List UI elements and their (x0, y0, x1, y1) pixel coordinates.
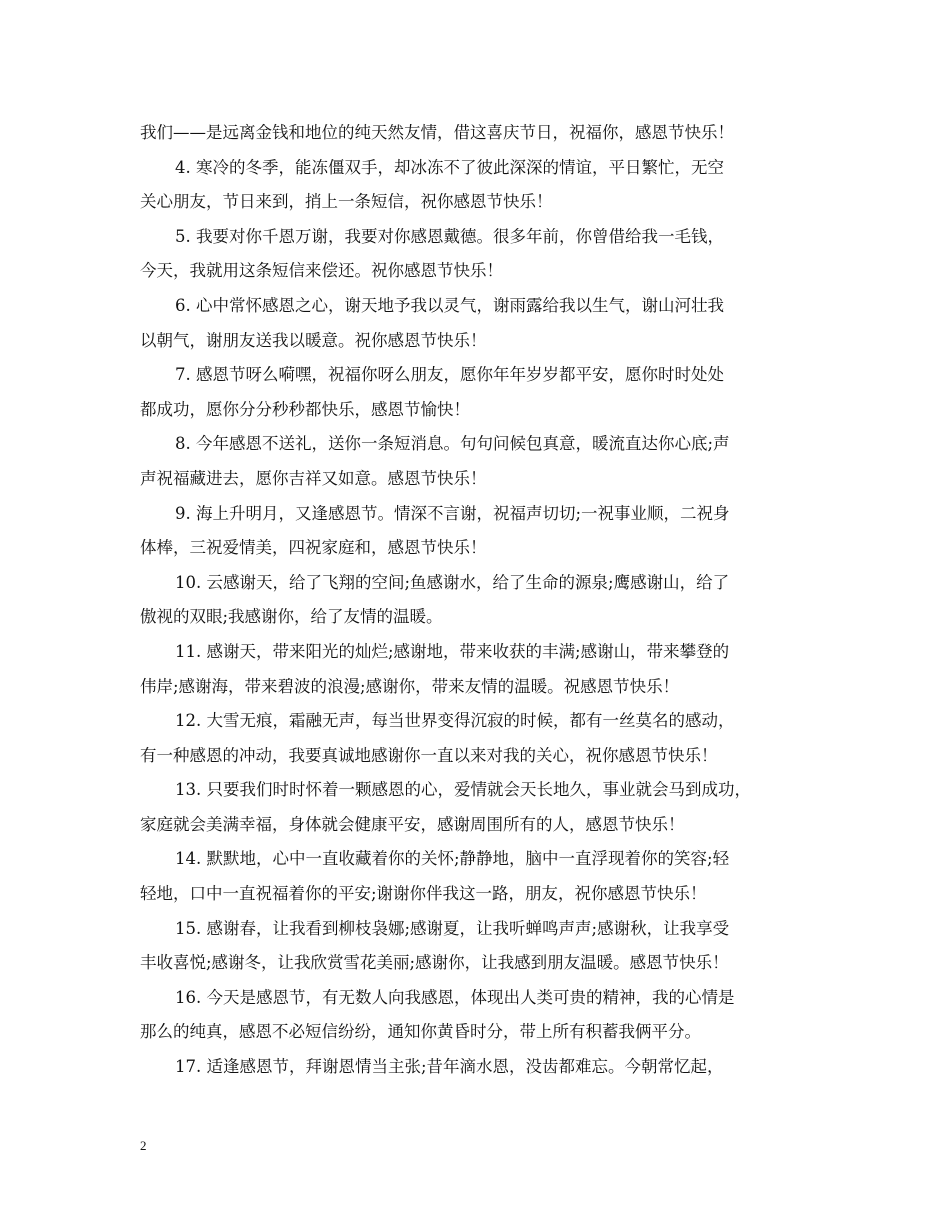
text-line: 都成功，愿你分分秒秒都快乐，感恩节愉快！ (140, 399, 470, 419)
text-line: 16. 今天是感恩节，有无数人向我感恩，体现出人类可贵的精神，我的心情是 (175, 987, 735, 1007)
text-line: 声祝福藏进去，愿你吉祥又如意。感恩节快乐！ (140, 468, 487, 488)
text-line: 4. 寒冷的冬季，能冻僵双手，却冰冻不了彼此深深的情谊，平日繁忙，无空 (175, 157, 724, 177)
text-line: 8. 今年感恩不送礼，送你一条短消息。句句问候包真意，暖流直达你心底;声 (175, 434, 730, 454)
text-line: 今天，我就用这条短信来偿还。祝你感恩节快乐！ (140, 261, 503, 281)
text-line: 体棒，三祝爱情美，四祝家庭和，感恩节快乐！ (140, 538, 487, 558)
text-line: 7. 感恩节呀么嗬嘿，祝福你呀么朋友，愿你年年岁岁都平安，愿你时时处处 (175, 365, 724, 385)
text-line: 家庭就会美满幸福，身体就会健康平安，感谢周围所有的人，感恩节快乐！ (140, 814, 685, 834)
text-line: 关心朋友，节日来到，捎上一条短信，祝你感恩节快乐！ (140, 192, 553, 212)
text-line: 轻地，口中一直祝福着你的平安;谢谢你伴我这一路，朋友，祝你感恩节快乐！ (140, 884, 707, 904)
text-line: 傲视的双眼;我感谢你，给了友情的温暖。 (140, 607, 443, 627)
text-line: 5. 我要对你千恩万谢，我要对你感恩戴德。很多年前，你曾借给我一毛钱， (175, 226, 724, 246)
text-line: 丰收喜悦;感谢冬，让我欣赏雪花美丽;感谢你，让我感到朋友温暖。感恩节快乐！ (140, 953, 729, 973)
text-line: 我们——是远离金钱和地位的纯天然友情，借这喜庆节日，祝福你，感恩节快乐！ (140, 123, 734, 142)
text-line: 14. 默默地，心中一直收藏着你的关怀;静静地，脑中一直浮现着你的笑容;轻 (175, 849, 730, 869)
text-line: 17. 适逢感恩节，拜谢恩情当主张;昔年滴水恩，没齿都难忘。今朝常忆起， (175, 1057, 724, 1077)
page-number: 2 (140, 1138, 147, 1153)
text-line: 15. 感谢春，让我看到柳枝袅娜;感谢夏，让我听蝉鸣声声;感谢秋，让我享受 (175, 918, 730, 938)
text-line: 那么的纯真，感恩不必短信纷纷，通知你黄昏时分，带上所有积蓄我俩平分。 (140, 1022, 701, 1042)
text-line: 伟岸;感谢海，带来碧波的浪漫;感谢你，带来友情的温暖。祝感恩节快乐！ (140, 676, 680, 696)
document-body (140, 116, 820, 1085)
text-line: 9. 海上升明月，又逢感恩节。情深不言谢，祝福声切切;一祝事业顺，二祝身 (175, 503, 730, 523)
text-line: 13. 只要我们时时怀着一颗感恩的心，爱情就会天长地久，事业就会马到成功， (175, 780, 751, 800)
text-line: 6. 心中常怀感恩之心，谢天地予我以灵气，谢雨露给我以生气，谢山河壮我 (175, 295, 724, 315)
text-line: 11. 感谢天，带来阳光的灿烂;感谢地，带来收获的丰满;感谢山，带来攀登的 (175, 641, 730, 661)
text-line: 10. 云感谢天，给了飞翔的空间;鱼感谢水，给了生命的源泉;鹰感谢山，给了 (175, 572, 730, 592)
text-line: 有一种感恩的冲动，我要真诚地感谢你一直以来对我的关心，祝你感恩节快乐！ (140, 745, 718, 765)
text-line: 12. 大雪无痕，霜融无声，每当世界变得沉寂的时候，都有一丝莫名的感动， (175, 711, 735, 731)
text-line: 以朝气，谢朋友送我以暖意。祝你感恩节快乐！ (140, 330, 487, 350)
